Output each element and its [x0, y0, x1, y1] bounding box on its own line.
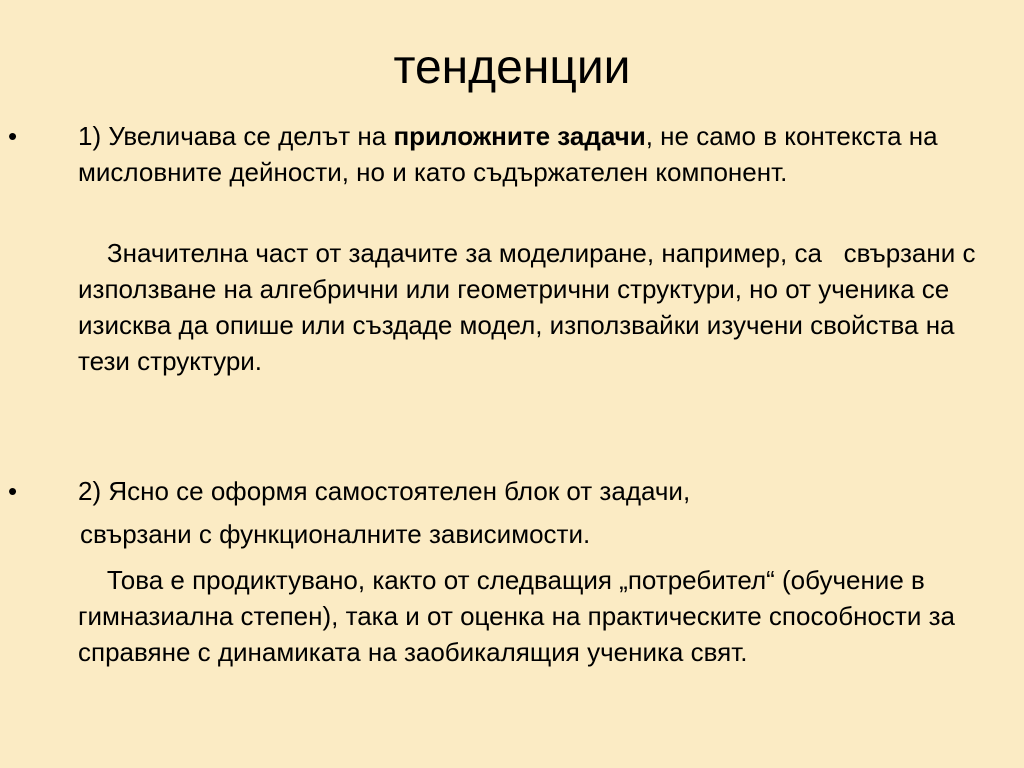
slide-title: тенденции: [393, 41, 631, 94]
bullet-1-lead: [78, 118, 1008, 190]
bullet-1-emphasis: приложните задачи: [393, 121, 646, 151]
bullet-2-detail: Това е продиктувано, както от следващия „потребител“ (обучение в гимназиална степен), така и от оценка на практическите способности за справяне с динамиката на заобикалящия ученика свят.: [78, 565, 963, 667]
bullet-marker: •: [8, 476, 18, 506]
bullet-2-lead: 2) Ясно се оформя самостоятелен блок от задачи,: [78, 476, 691, 506]
bullet-1-lead-start: 1) Увеличава се делът на: [78, 121, 394, 151]
bullet-marker: •: [8, 121, 18, 151]
bullet-1-detail: Значителна част от задачите за моделиране, например, са свързани с използване на алгебрични или геометрични структури, но от ученика се изисква да опише или създаде модел, използвайки изучени свойства на тези структури.: [78, 238, 983, 376]
bullet-2-continuation: свързани с функционалните зависимости.: [80, 519, 591, 549]
bullet-1-lead-end: , не само в контекста на мисловните дейности, но и като съдържателен компонент.: [78, 121, 938, 187]
